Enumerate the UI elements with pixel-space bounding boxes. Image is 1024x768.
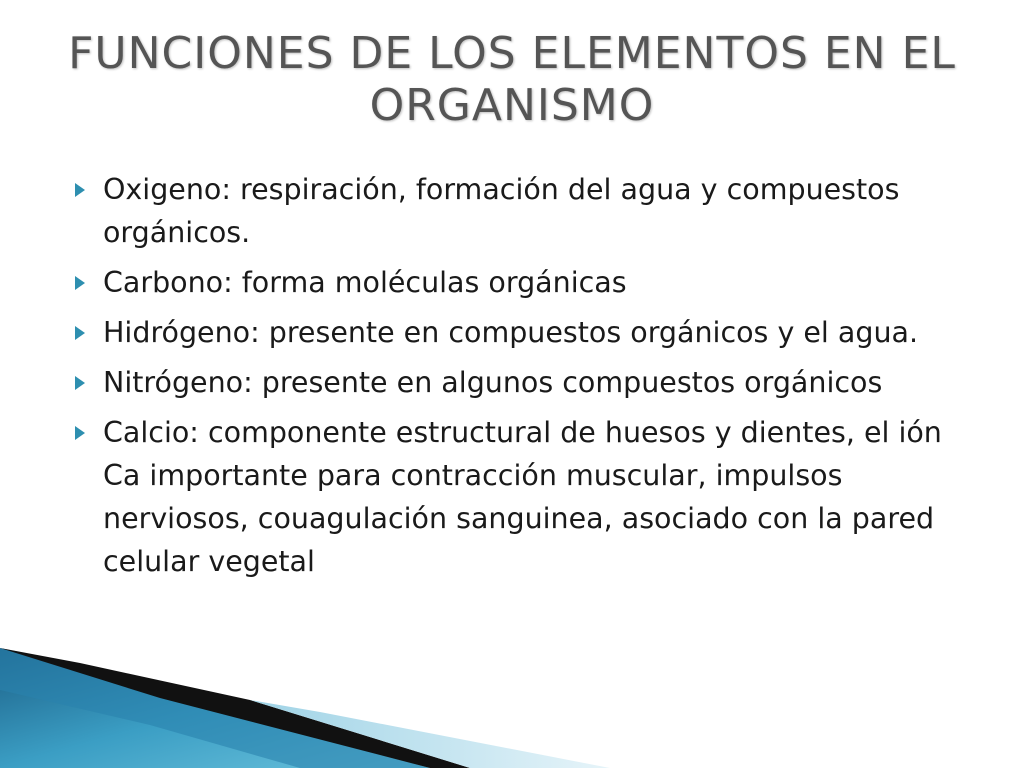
bullet-text: Calcio: componente estructural de huesos y dientes, el ión Ca importante para contracción muscular, impulsos nerviosos, couagulación sanguinea, asociado con la pared celular vegetal (103, 416, 942, 578)
slide-title: FUNCIONES DE LOS ELEMENTOS EN EL ORGANISMO (68, 28, 956, 131)
bullet-text: Oxigeno: respiración, formación del agua y compuestos orgánicos. (103, 173, 900, 249)
triangle-right-icon (75, 376, 85, 390)
bullet-item-nitrogeno (72, 361, 962, 404)
triangle-right-icon (75, 426, 85, 440)
bullet-text: Carbono: forma moléculas orgánicas (103, 266, 627, 299)
triangle-right-icon (75, 183, 85, 197)
bullet-text: Hidrógeno: presente en compuestos orgánicos y el agua. (103, 316, 919, 349)
triangle-right-icon (75, 276, 85, 290)
bullet-list (72, 168, 962, 590)
bullet-item-hidrogeno (72, 311, 962, 354)
bullet-item-calcio (72, 411, 962, 583)
bullet-text: Nitrógeno: presente en algunos compuestos orgánicos (103, 366, 883, 399)
triangle-right-icon (75, 326, 85, 340)
bullet-item-carbono (72, 261, 962, 304)
bullet-item-oxigeno (72, 168, 962, 254)
